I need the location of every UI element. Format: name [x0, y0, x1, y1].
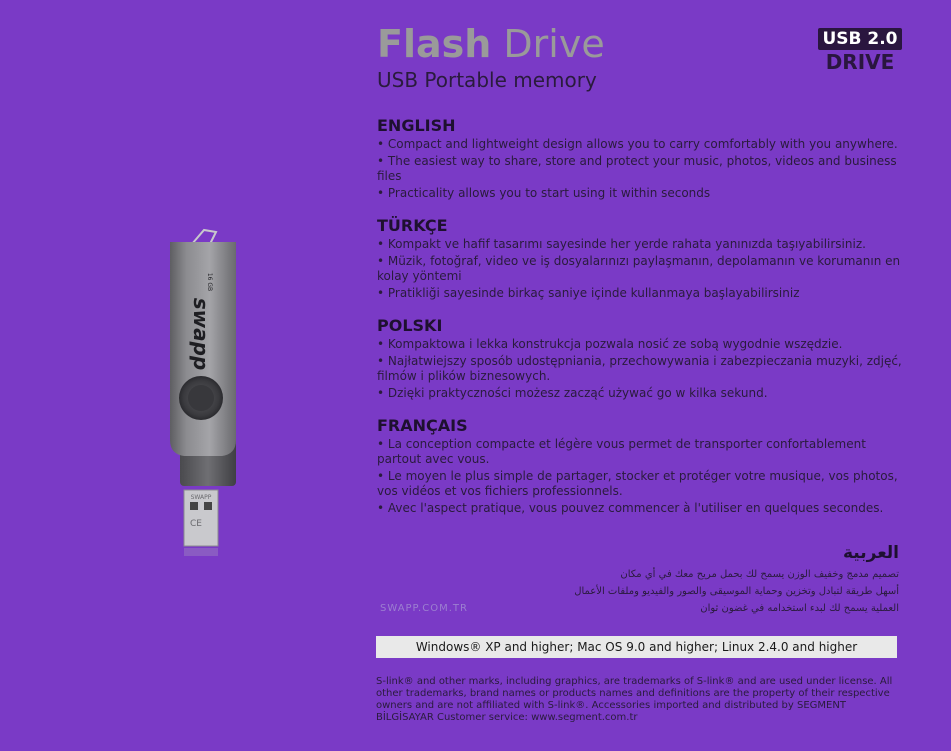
header	[377, 22, 605, 92]
list-item: • Practicality allows you to start using it within seconds	[377, 186, 711, 200]
connector-label: SWAPP	[190, 494, 212, 501]
usb-badge	[818, 28, 902, 74]
list-item: • La conception compacte et légère vous permet de transporter confortablement partout avec vous.	[377, 437, 866, 466]
usb-badge-top: USB 2.0	[818, 28, 902, 50]
list-item: • The easiest way to share, store and protect your music, photos, videos and business files	[377, 154, 897, 183]
compatibility-bar: Windows® XP and higher; Mac OS 9.0 and higher; Linux 2.4.0 and higher	[376, 636, 897, 658]
section-french	[377, 416, 907, 516]
list-item: • Avec l'aspect pratique, vous pouvez commencer à l'utiliser en quelques secondes.	[377, 501, 884, 515]
legal-notice: S-link® and other marks, including graphics, are trademarks of S-link® and are used under license. All other trademarks, brand names or products names and definitions are the property of their respective owners and are not affiliated with S-link®. Accessories imported and distributed by SEGMENT BİLGİSAYAR Customer service: www.segment.com.tr	[376, 676, 893, 723]
flash-drive-image	[150, 226, 270, 556]
page-title	[377, 22, 605, 66]
list-item: تصميم مدمج وخفيف الوزن يسمح لك بحمل مريح معك في أي مكان	[620, 569, 899, 580]
title-bold: Flash	[377, 22, 492, 66]
section-english	[377, 116, 907, 201]
list-item: • Kompakt ve hafif tasarımı sayesinde her yerde rahata yanınızda taşıyabilirsiniz.	[377, 237, 866, 251]
section-turkish	[377, 216, 907, 301]
page-subtitle: USB Portable memory	[377, 68, 597, 92]
section-arabic	[469, 542, 899, 617]
section-heading: POLSKI	[377, 316, 443, 335]
brand-logo: swapp	[189, 297, 213, 371]
capacity-label: 16 GB	[206, 272, 213, 292]
list-item: • Le moyen le plus simple de partager, stocker et protéger votre musique, vos photos, vos vidéos et vos fichiers professionnels.	[377, 469, 898, 498]
list-item: أسهل طريقة لتبادل وتخزين وحماية الموسيقى والصور والفيديو وملفات الأعمال	[574, 586, 899, 597]
list-item: • Kompaktowa i lekka konstrukcja pozwala nosić ze sobą wygodnie wszędzie.	[377, 337, 843, 351]
section-heading: ENGLISH	[377, 116, 456, 135]
section-heading: FRANÇAIS	[377, 416, 468, 435]
list-item: • Müzik, fotoğraf, video ve iş dosyalarınızı paylaşmanın, depolamanın ve korumanın en kolay yöntemi	[377, 254, 901, 283]
usb-badge-bottom: DRIVE	[825, 50, 895, 74]
list-item: العملية يسمح لك لبدء استخدامه في غضون ثوان	[700, 603, 899, 614]
list-item: • Najłatwiejszy sposób udostępniania, przechowywania i zabezpieczania muzyki, zdjęć, filmów i plików biznesowych.	[377, 354, 902, 383]
description-sections	[377, 116, 907, 531]
list-item: • Dzięki praktyczności możesz zacząć używać go w kilka sekund.	[377, 386, 768, 400]
section-heading: TÜRKÇE	[377, 216, 448, 235]
list-item: • Compact and lightweight design allows you to carry comfortably with you anywhere.	[377, 137, 898, 151]
website-label: SWAPP.COM.TR	[380, 603, 468, 614]
list-item: • Pratikliği sayesinde birkaç saniye içinde kullanmaya başlayabilirsiniz	[377, 286, 800, 300]
title-light: Drive	[503, 22, 605, 66]
svg-text:CE: CE	[190, 519, 202, 529]
section-polish	[377, 316, 907, 401]
section-heading: العربية	[842, 543, 899, 563]
